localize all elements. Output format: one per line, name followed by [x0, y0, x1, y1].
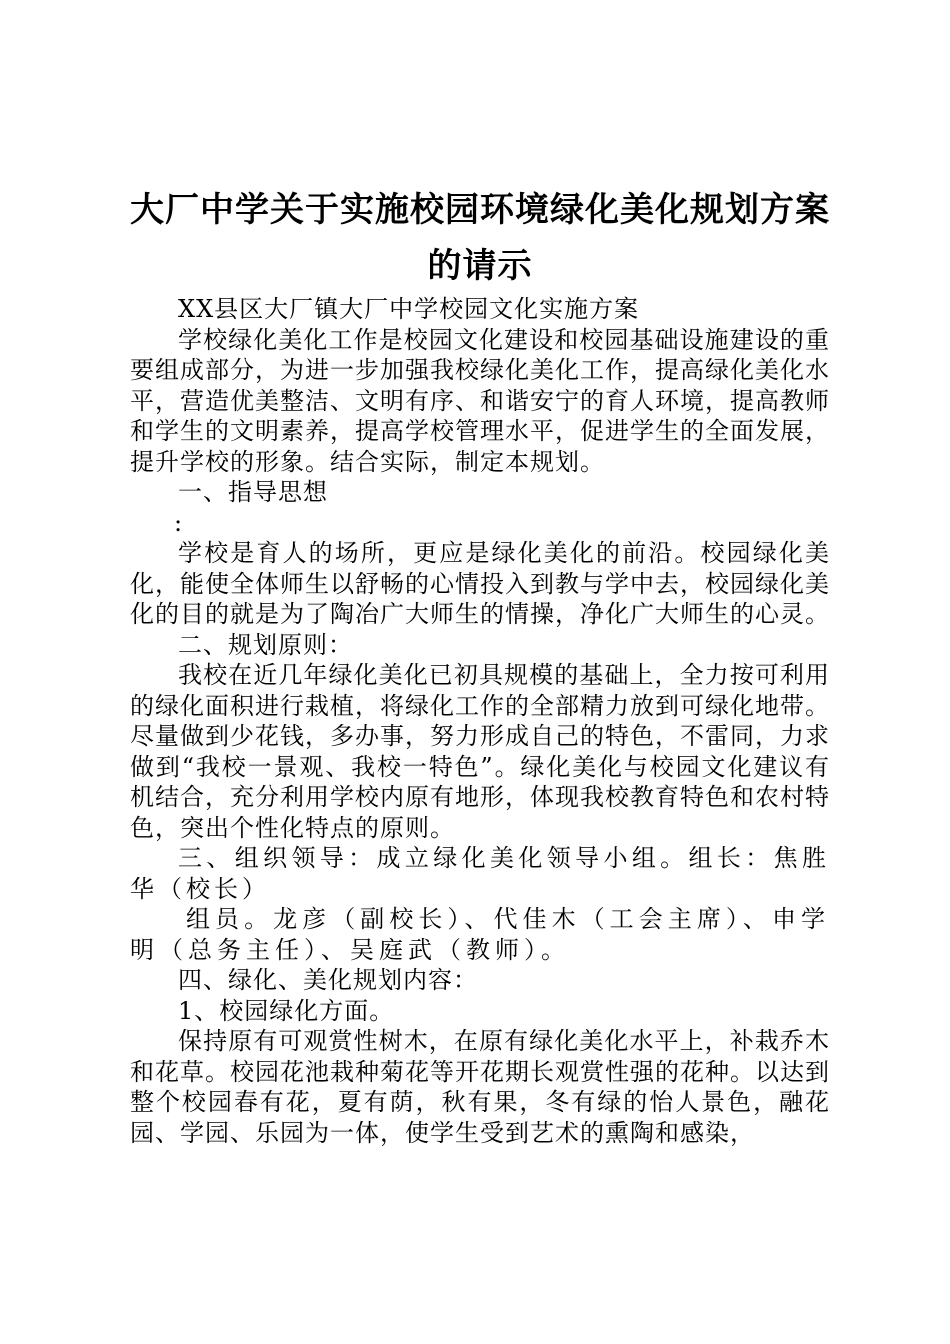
- subsection-heading-greening: 1、校园绿化方面。: [178, 996, 395, 1025]
- section-heading-content: 四、绿化、美化规划内容：: [178, 966, 478, 994]
- intro-paragraph: 学校绿化美化工作是校园文化建设和校园基础设施建设的重要组成部分，为进一步加强我校绿化美化工作，提高绿化美化水平，营造优美整洁、文明有序、和谐安宁的育人环境，提高教师和学生的文明素养，提高学校管理水平，促进学生的全面发展，提升学校的形象。结合实际，制定本规划。: [130, 325, 830, 476]
- colon-line: :: [174, 508, 184, 537]
- title-line-2: 的请示: [427, 246, 533, 286]
- organization-paragraph: 三、组织领导：成立绿化美化领导小组。组长：焦胜华（校长）: [130, 844, 830, 903]
- greening-paragraph: 保持原有可观赏性树木，在原有绿化美化水平上，补栽乔木和花草。校园花池栽种菊花等开花期长观赏性强的花种。以达到整个校园春有花，夏有荫，秋有果，冬有绿的怡人景色，融花园、学园、乐园为一体，使学生受到艺术的熏陶和感染，: [130, 1027, 830, 1147]
- section-heading-principles: 二、规划原则：: [178, 630, 353, 659]
- subtitle-paragraph: XX县区大厂镇大厂中学校园文化实施方案: [178, 295, 640, 323]
- document-body: [130, 294, 830, 1148]
- title-line-1: 大厂中学关于实施校园环境绿化美化规划方案: [130, 190, 830, 230]
- guiding-thought-paragraph: 学校是育人的场所，更应是绿化美化的前沿。校园绿化美化，能使全体师生以舒畅的心情投入到教与学中去，校园绿化美化的目的就是为了陶冶广大师生的情操，净化广大师生的心灵。: [130, 539, 830, 628]
- members-paragraph: 组员。龙彦（副校长）、代佳木（工会主席）、申学明（总务主任）、吴庭武（教师）。: [130, 905, 830, 964]
- section-heading-guiding-thought: 一、指导思想: [178, 478, 328, 506]
- principles-paragraph: 我校在近几年绿化美化已初具规模的基础上，全力按可利用的绿化面积进行栽植，将绿化工作的全部精力放到可绿化地带。尽量做到少花钱，多办事，努力形成自己的特色，不雷同，力求做到“我校一景观、我校一特色”。绿化美化与校园文化建议有机结合，充分利用学校内原有地形，体现我校教育特色和农村特色，突出个性化特点的原则。: [130, 661, 830, 842]
- document-title: [130, 182, 830, 294]
- document-page: [130, 182, 830, 1148]
